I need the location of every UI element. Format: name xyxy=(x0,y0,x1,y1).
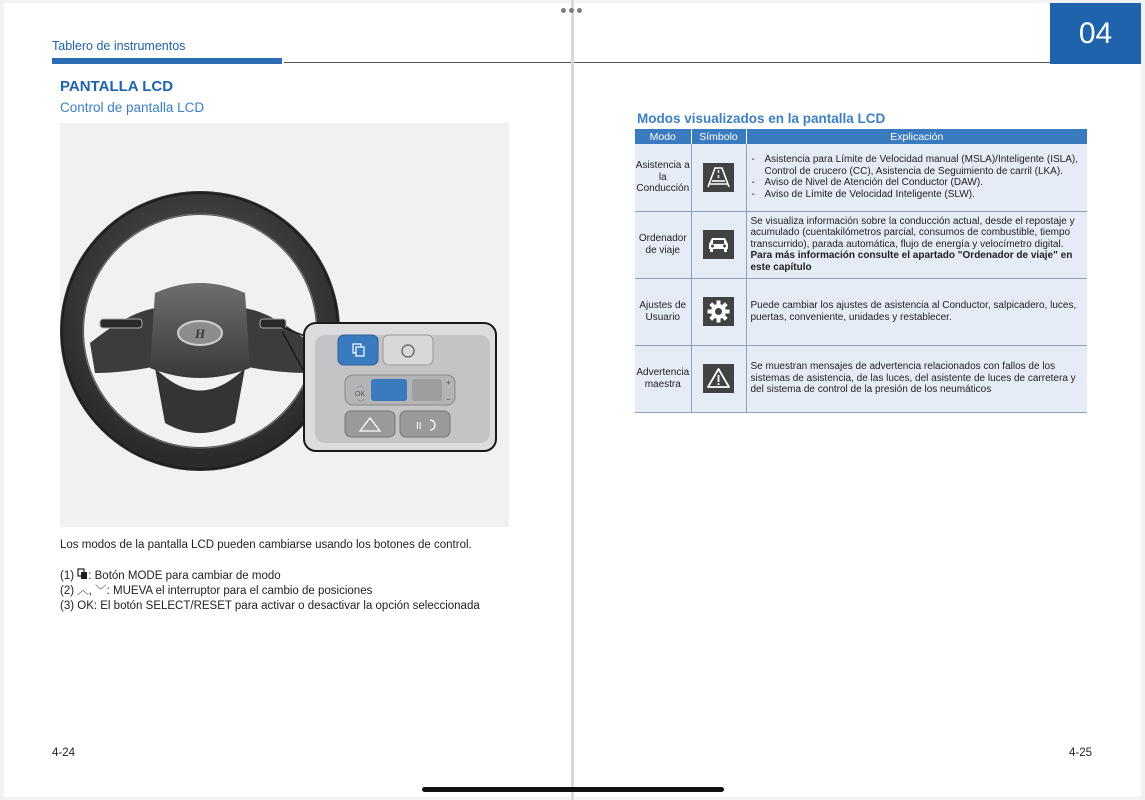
chapter-number: 04 xyxy=(1078,16,1113,50)
explanation-cell: Puede cambiar los ajustes de asistencia al Conductor, salpicadero, luces, puertas, conveniente, unidades y restablecer. xyxy=(746,278,1087,345)
master-warning-icon xyxy=(703,364,734,393)
step-1 xyxy=(60,568,480,584)
chapter-number-box xyxy=(1050,3,1141,64)
page-right xyxy=(574,3,1141,797)
explanation-cell xyxy=(746,211,1087,278)
step-1-prefix: (1) xyxy=(60,570,78,582)
mode-cell: Asistencia a la Conducción xyxy=(635,144,691,211)
more-options-icon[interactable] xyxy=(561,8,585,14)
svg-text:︿: ︿ xyxy=(357,382,364,389)
table-row xyxy=(635,144,1087,211)
control-steps-list xyxy=(60,568,480,614)
symbol-cell xyxy=(691,211,746,278)
section-header: Tablero de instrumentos xyxy=(52,39,186,53)
plus-label: + xyxy=(446,378,451,387)
page-subtitle: Control de pantalla LCD xyxy=(60,100,205,115)
svg-text:II: II xyxy=(416,421,422,432)
svg-text:﹀: ﹀ xyxy=(357,400,364,407)
mode-cell: Ordenador de viaje xyxy=(635,211,691,278)
table-row xyxy=(635,211,1087,278)
header-rule-right xyxy=(574,62,1050,63)
step-2-symbols: ︿, ﹀ xyxy=(77,585,107,597)
step-2-prefix: (2) xyxy=(60,585,78,597)
header-rule xyxy=(284,62,571,63)
explanation-cell xyxy=(746,144,1087,211)
page-left xyxy=(4,3,571,797)
step-3: (3) OK: El botón SELECT/RESET para activar o desactivar la opción seleccionada xyxy=(60,600,480,612)
step-2 xyxy=(60,584,480,599)
explanation-text: Se visualiza información sobre la conducción actual, desde el repostaje y acumulado (cuentakilómetros parcial, consumos de combustible, tiempo transcurrido), parada automática, flujo de energía y velocímetro digital. xyxy=(750,215,1075,250)
ok-label: OK xyxy=(355,391,366,398)
explanation-bullet: - Aviso de Nivel de Atención del Conductor (DAW). xyxy=(751,177,1085,189)
minus-label: − xyxy=(446,395,451,404)
driving-assist-icon xyxy=(703,163,734,192)
column-header-explanation: Explicación xyxy=(746,129,1087,144)
mode-cell: Advertencia maestra xyxy=(635,345,691,412)
header-accent-bar xyxy=(52,58,282,64)
column-header-mode: Modo xyxy=(635,129,691,144)
explanation-bold-note: Para más información consulte el apartado "Ordenador de viaje" en este capítulo xyxy=(750,250,1073,273)
symbol-cell xyxy=(691,278,746,345)
mode-cell: Ajustes de Usuario xyxy=(635,278,691,345)
user-settings-gear-icon xyxy=(703,297,734,326)
table-row xyxy=(635,345,1087,412)
trip-computer-icon xyxy=(703,230,734,259)
explanation-cell: Se muestran mensajes de advertencia relacionados con fallos de los sistemas de asistencia, de las luces, del asistente de luces de carretera y del sistema de control de la presión de los neumáticos xyxy=(746,345,1087,412)
lcd-modes-table xyxy=(635,129,1087,413)
symbol-cell xyxy=(691,144,746,211)
svg-text:H: H xyxy=(194,326,206,341)
step-2-text: : MUEVA el interruptor para el cambio de posiciones xyxy=(106,585,373,597)
intro-paragraph: Los modos de la pantalla LCD pueden cambiarse usando los botones de control. xyxy=(60,539,472,551)
explanation-bullet: - Aviso de Límite de Velocidad Inteligente (SLW). xyxy=(751,189,1085,201)
home-indicator-bar[interactable] xyxy=(422,787,724,792)
page-number-left: 4-24 xyxy=(52,747,76,759)
table-row xyxy=(635,278,1087,345)
page-title: PANTALLA LCD xyxy=(60,78,174,95)
steering-wheel-figure xyxy=(60,123,509,527)
step-1-text: : Botón MODE para cambiar de modo xyxy=(88,570,281,582)
symbol-cell xyxy=(691,345,746,412)
page-number-right: 4-25 xyxy=(1069,747,1093,759)
table-header-row xyxy=(635,129,1087,144)
explanation-bullet: - Asistencia para Límite de Velocidad manual (MSLA)/Inteligente (ISLA), Control de crucero (CC), Asistencia de Seguimiento de carril (LKA). xyxy=(751,154,1085,177)
column-header-symbol: Símbolo xyxy=(691,129,746,144)
mode-button-icon xyxy=(77,568,88,580)
table-title: Modos visualizados en la pantalla LCD xyxy=(637,111,886,126)
steering-wheel-illustration xyxy=(60,123,509,527)
